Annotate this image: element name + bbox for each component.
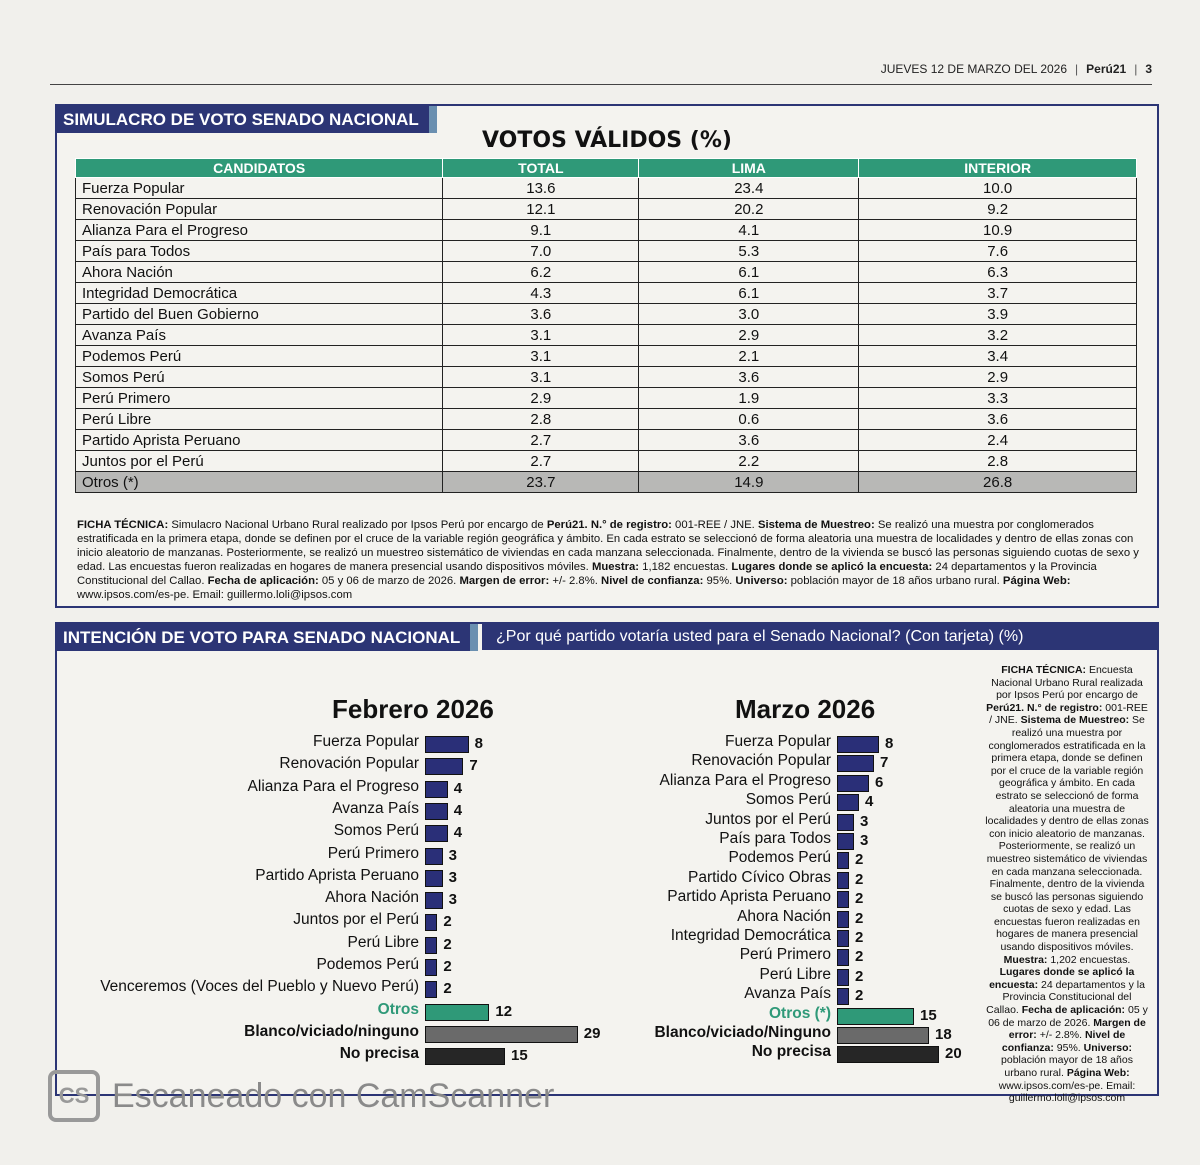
- value-cell: 6.1: [639, 262, 859, 283]
- value-cell: 3.9: [859, 304, 1137, 325]
- bar-value: 18: [935, 1026, 952, 1043]
- bar-label: Renovación Popular: [279, 755, 419, 773]
- value-cell: 9.2: [859, 199, 1137, 220]
- simulacro-title: SIMULACRO DE VOTO SENADO NACIONAL: [57, 106, 437, 133]
- value-cell: 2.7: [443, 451, 639, 472]
- bar-value: 29: [583, 1024, 601, 1042]
- bar-value: 20: [945, 1045, 962, 1063]
- bar-value: 7: [880, 754, 889, 772]
- camscanner-logo: CS: [48, 1070, 100, 1122]
- bar-value: 6: [875, 773, 884, 791]
- bar-value: 3: [860, 812, 869, 830]
- value-cell: 2.2: [639, 451, 859, 472]
- watermark-text: Escaneado con CamScanner: [112, 1076, 555, 1115]
- bar: [837, 794, 859, 811]
- value-cell: 6.1: [639, 283, 859, 304]
- column-header: LIMA: [639, 159, 859, 178]
- bar: [837, 911, 849, 928]
- bar: [837, 755, 874, 772]
- bar-value: 2: [855, 967, 864, 985]
- table-row: [76, 241, 1137, 262]
- value-cell: 2.8: [443, 409, 639, 430]
- bar-label: Venceremos (Voces del Pueblo y Nuevo Perú): [100, 978, 419, 996]
- value-cell: 3.2: [859, 325, 1137, 346]
- bar-value: 2: [855, 987, 864, 1005]
- party-name-cell: Renovación Popular: [76, 199, 443, 220]
- value-cell: 26.8: [859, 472, 1137, 493]
- bar: [837, 775, 869, 792]
- header-page-number: 3: [1145, 62, 1152, 76]
- page-header: JUEVES 12 DE MARZO DEL 2026 | Perú21 | 3: [880, 62, 1152, 76]
- table-row: [76, 304, 1137, 325]
- bar: [425, 758, 463, 775]
- chart-title: Marzo 2026: [735, 694, 876, 724]
- bar: [837, 891, 849, 908]
- party-name-cell: Partido Aprista Peruano: [76, 430, 443, 451]
- bar-value: 3: [448, 868, 457, 886]
- party-name-cell: Ahora Nación: [76, 262, 443, 283]
- bar-label: Avanza País: [332, 799, 419, 817]
- bar-value: 4: [453, 801, 463, 819]
- column-header: TOTAL: [443, 159, 639, 178]
- bar-label: Podemos Perú: [728, 849, 831, 867]
- party-name-cell: País para Todos: [76, 241, 443, 262]
- bar-label: Perú Libre: [759, 965, 831, 983]
- bar-value: 2: [443, 913, 452, 931]
- bar-label: Partido Aprista Peruano: [255, 866, 419, 884]
- party-name-cell: Avanza País: [76, 325, 443, 346]
- value-cell: 2.9: [859, 367, 1137, 388]
- bar-label: Somos Perú: [333, 822, 419, 840]
- bar-value: 2: [855, 948, 864, 966]
- bar: [425, 914, 437, 931]
- value-cell: 3.7: [859, 283, 1137, 304]
- camscanner-watermark: [48, 1070, 554, 1122]
- bar-label: Blanco/viciado/Ninguno: [654, 1024, 831, 1041]
- value-cell: 2.1: [639, 346, 859, 367]
- bar: [837, 1027, 929, 1044]
- bar: [837, 814, 854, 831]
- bar-label: Podemos Perú: [316, 956, 419, 973]
- value-cell: 10.9: [859, 220, 1137, 241]
- intencion-section: [55, 622, 1159, 1105]
- bar-label: Integridad Democrática: [670, 927, 831, 944]
- value-cell: 2.9: [443, 388, 639, 409]
- bar-value: 2: [855, 929, 864, 946]
- value-cell: 20.2: [639, 199, 859, 220]
- bar-label: Perú Primero: [327, 844, 419, 862]
- bar: [425, 1026, 578, 1043]
- value-cell: 3.1: [443, 346, 639, 367]
- party-name-cell: Fuerza Popular: [76, 178, 443, 199]
- header-date: JUEVES 12 DE MARZO DEL 2026: [880, 62, 1068, 76]
- bar: [837, 872, 849, 889]
- value-cell: 3.4: [859, 346, 1137, 367]
- value-cell: 23.4: [639, 178, 859, 199]
- bar-value: 4: [865, 793, 874, 811]
- bar: [425, 1048, 505, 1065]
- value-cell: 2.8: [859, 451, 1137, 472]
- bar-label: Perú Libre: [347, 933, 419, 951]
- bar-value: 12: [495, 1002, 513, 1020]
- intencion-title: INTENCIÓN DE VOTO PARA SENADO NACIONAL: [57, 624, 478, 651]
- party-name-cell: Partido del Buen Gobierno: [76, 304, 443, 325]
- table-header-row: [76, 159, 1137, 178]
- party-name-cell: Podemos Perú: [76, 346, 443, 367]
- bar-label: Juntos por el Perú: [705, 810, 831, 828]
- bar: [837, 969, 849, 986]
- bar: [425, 937, 437, 954]
- table-row: [76, 325, 1137, 346]
- bar-label: Partido Aprista Peruano: [667, 888, 831, 906]
- party-name-cell: Perú Primero: [76, 388, 443, 409]
- party-name-cell: Perú Libre: [76, 409, 443, 430]
- value-cell: 6.2: [443, 262, 639, 283]
- bar-label: Otros: [377, 1000, 419, 1018]
- bar-value: 2: [855, 909, 864, 927]
- table-row: [76, 451, 1137, 472]
- value-cell: 0.6: [639, 409, 859, 430]
- value-cell: 14.9: [639, 472, 859, 493]
- bar-label: Somos Perú: [745, 791, 831, 809]
- value-cell: 2.9: [639, 325, 859, 346]
- bar-value: 2: [855, 870, 864, 888]
- bar-label: Partido Cívico Obras: [688, 868, 831, 886]
- bar: [425, 781, 448, 798]
- table-row: [76, 346, 1137, 367]
- value-cell: 3.1: [443, 325, 639, 346]
- bar-label: Ahora Nación: [737, 907, 831, 925]
- value-cell: 3.6: [859, 409, 1137, 430]
- bar-label: Otros (*): [769, 1004, 831, 1022]
- bar: [425, 870, 443, 887]
- value-cell: 4.1: [639, 220, 859, 241]
- bar-value: 4: [453, 824, 463, 842]
- bar: [837, 736, 879, 753]
- bar-value: 3: [860, 832, 869, 849]
- value-cell: 3.1: [443, 367, 639, 388]
- bar: [425, 736, 469, 753]
- bar-value: 2: [855, 890, 864, 908]
- bar-label: Blanco/viciado/ninguno: [244, 1022, 419, 1040]
- table-title: VOTOS VÁLIDOS (%): [482, 128, 732, 153]
- bar-label: Alianza Para el Progreso: [247, 777, 419, 795]
- table-row: [76, 220, 1137, 241]
- bar-label: País para Todos: [719, 830, 831, 847]
- value-cell: 5.3: [639, 241, 859, 262]
- bar-value: 15: [511, 1047, 528, 1065]
- party-name-cell: Otros (*): [76, 472, 443, 493]
- value-cell: 3.6: [639, 367, 859, 388]
- bar: [425, 981, 437, 998]
- value-cell: 12.1: [443, 199, 639, 220]
- bar-label: Ahora Nación: [325, 889, 419, 907]
- bar-label: Perú Primero: [739, 946, 831, 964]
- bar-label: No precisa: [751, 1043, 831, 1061]
- bar-label: Avanza País: [744, 985, 831, 1003]
- value-cell: 10.0: [859, 178, 1137, 199]
- value-cell: 7.0: [443, 241, 639, 262]
- bar: [425, 848, 443, 865]
- bar: [425, 803, 448, 820]
- table-row: [76, 199, 1137, 220]
- value-cell: 2.4: [859, 430, 1137, 451]
- column-header: CANDIDATOS: [76, 159, 443, 178]
- value-cell: 4.3: [443, 283, 639, 304]
- bar-label: Juntos por el Perú: [293, 911, 419, 929]
- bar: [425, 1004, 489, 1021]
- value-cell: 1.9: [639, 388, 859, 409]
- votes-table: [75, 158, 1137, 493]
- value-cell: 6.3: [859, 262, 1137, 283]
- bar-value: 2: [443, 958, 452, 975]
- bar-value: 2: [443, 980, 452, 998]
- bar-value: 2: [855, 851, 864, 869]
- bar: [837, 852, 849, 869]
- table-row: [76, 388, 1137, 409]
- party-name-cell: Juntos por el Perú: [76, 451, 443, 472]
- bar-value: 2: [443, 935, 452, 953]
- bar-label: Alianza Para el Progreso: [659, 771, 831, 789]
- table-row: [76, 367, 1137, 388]
- party-name-cell: Integridad Democrática: [76, 283, 443, 304]
- bar: [425, 892, 443, 909]
- bar: [425, 959, 437, 976]
- bar: [837, 949, 849, 966]
- bar-value: 4: [453, 779, 463, 797]
- table-row: [76, 430, 1137, 451]
- bar: [837, 1046, 939, 1063]
- ficha-tecnica-intencion: FICHA TÉCNICA: Encuesta Nacional Urbano Rural realizada por Ipsos Perú por encargo de Perú21. N.° de registro: 001-REE / JNE. Sistema de Muestreo: Se realizó una muestra por conglomerados estratificada en la primera etapa, donde se definen por el cruce de la variable región geográfica y ámbito. En cada estrato se seleccionó de forma aleatoria una muestra de localidades y dentro de ellas zonas con inicio aleatorio de manzanas. Posteriormente, se realizó un muestreo sistemático de viviendas en cada manzana seleccionada. Finalmente, dentro de la vivienda se buscó las personas siguiendo cuotas de sexo y edad. Las encuestas fueron realizadas en hogares de manera presencial usando dispositivos móviles. Muestra: 1,202 encuestas. Lugares donde se aplicó la encuesta: 24 departamentos y la Provincia Constitucional del Callao. Fecha de aplicación: 05 y 06 de marzo de 2026. Margen de error: +/- 2.8%. Nivel de confianza: 95%. Universo: población mayor de 18 años urbano rural. Página Web: www.ipsos.com/es-pe. Email: guillermo.loli@ipsos.com: [985, 664, 1149, 1105]
- value-cell: 13.6: [443, 178, 639, 199]
- chart-title: Febrero 2026: [332, 694, 494, 724]
- column-header: INTERIOR: [859, 159, 1137, 178]
- intencion-question: ¿Por qué partido votaría usted para el Senado Nacional? (Con tarjeta) (%): [482, 624, 1157, 650]
- header-divider: [50, 84, 1152, 85]
- bar-value: 3: [448, 891, 457, 909]
- ficha-tecnica-simulacro: FICHA TÉCNICA: Simulacro Nacional Urbano Rural realizado por Ipsos Perú por encargo de Perú21. N.° de registro: 001-REE / JNE. Sistema de Muestreo: Se realizó una muestra por conglomerados estratificada en la primera etapa, donde se definen por el cruce de la variable región geográfica y ámbito. En cada estrato se seleccionó de forma aleatoria una muestra de localidades y dentro de ellas zonas con inicio aleatorio de manzanas. Posteriormente, se realizó un muestreo sistemático de viviendas en cada manzana seleccionada. Finalmente, dentro de la vivienda se buscó las personas siguiendo cuotas de sexo y edad. Las encuestas fueron realizadas en hogares de manera presencial usando dispositivos móviles. Muestra: 1,182 encuestas. Lugares donde se aplicó la encuesta: 24 departamentos y la Provincia Constitucional del Callao. Fecha de aplicación: 05 y 06 de marzo de 2026. Margen de error: +/- 2.8%. Nivel de confianza: 95%. Universo: población mayor de 18 años urbano rural. Página Web: www.ipsos.com/es-pe. Email: guillermo.loli@ipsos.com: [77, 519, 1139, 601]
- value-cell: 3.6: [443, 304, 639, 325]
- value-cell: 2.7: [443, 430, 639, 451]
- table-row: [76, 409, 1137, 430]
- header-brand: Perú21: [1086, 62, 1127, 76]
- bar-label: No precisa: [339, 1045, 419, 1063]
- bar: [425, 825, 448, 842]
- bar-value: 8: [474, 735, 483, 752]
- party-name-cell: Somos Perú: [76, 367, 443, 388]
- bar-value: 8: [885, 735, 894, 752]
- bar: [837, 833, 854, 850]
- bar-value: 3: [448, 846, 457, 864]
- bar-value: 7: [469, 757, 478, 775]
- bar: [837, 930, 849, 947]
- table-row: [76, 283, 1137, 304]
- value-cell: 7.6: [859, 241, 1137, 262]
- table-body: [76, 178, 1137, 493]
- value-cell: 3.6: [639, 430, 859, 451]
- bar-value: 15: [920, 1006, 937, 1024]
- table-row: [76, 178, 1137, 199]
- bar-label: Renovación Popular: [691, 752, 831, 770]
- party-name-cell: Alianza Para el Progreso: [76, 220, 443, 241]
- simulacro-section: [55, 104, 1159, 608]
- value-cell: 9.1: [443, 220, 639, 241]
- value-cell: 3.3: [859, 388, 1137, 409]
- table-row: [76, 472, 1137, 493]
- value-cell: 23.7: [443, 472, 639, 493]
- bar-label: Fuerza Popular: [313, 733, 419, 750]
- bar: [837, 988, 849, 1005]
- table-row: [76, 262, 1137, 283]
- value-cell: 3.0: [639, 304, 859, 325]
- bar-label: Fuerza Popular: [725, 733, 831, 750]
- bar: [837, 1008, 914, 1025]
